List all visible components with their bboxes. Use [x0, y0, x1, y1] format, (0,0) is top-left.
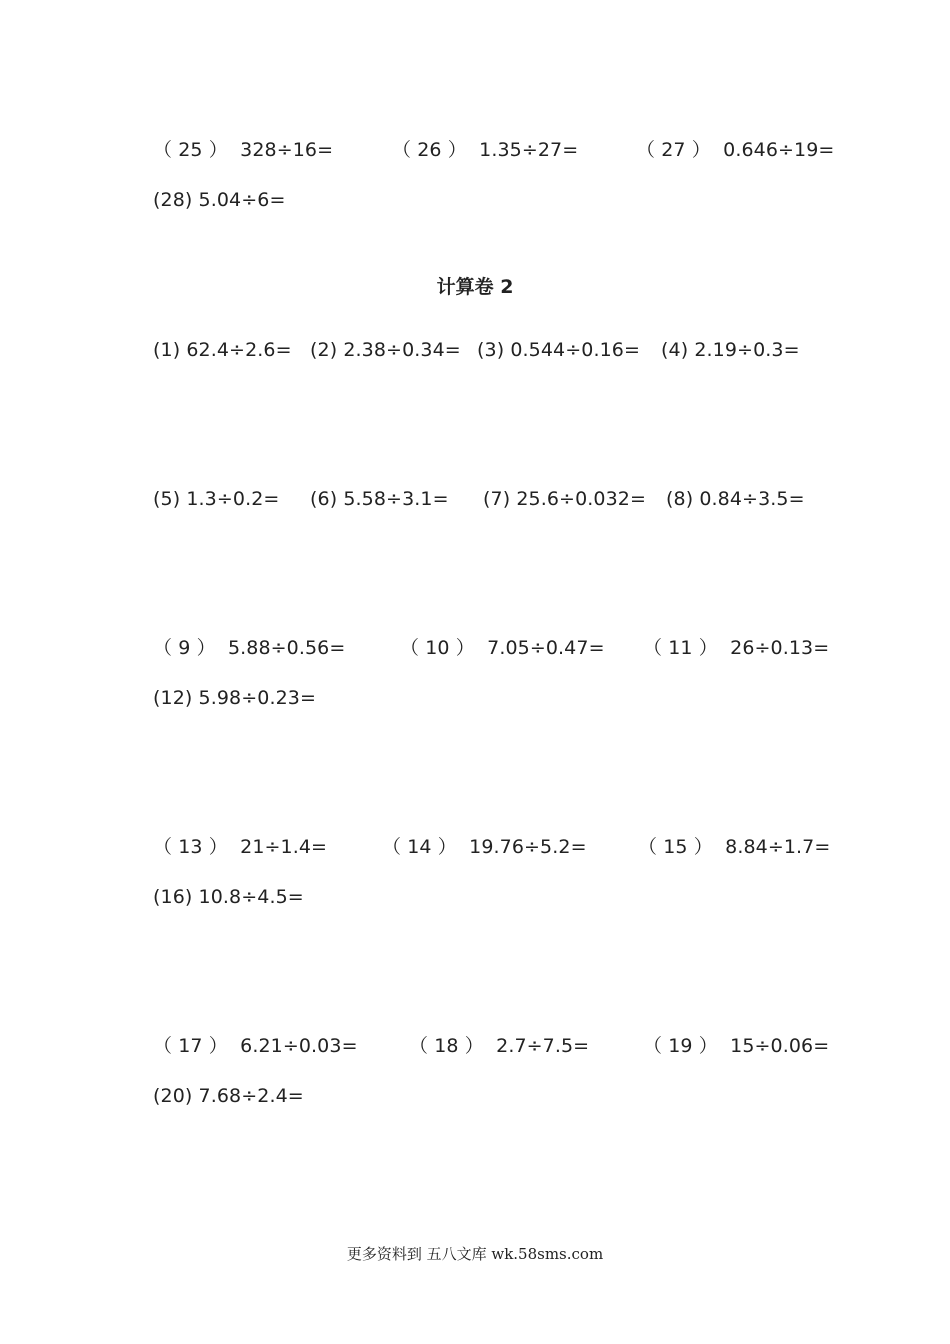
- problem-row-12: [0, 683, 950, 713]
- problem-4: (4) 2.19÷0.3=: [661, 339, 800, 361]
- problem-10: （ 10 ） 7.05÷0.47=: [400, 637, 605, 659]
- problem-12: (12) 5.98÷0.23=: [153, 687, 316, 709]
- problem-18: （ 18 ） 2.7÷7.5=: [409, 1035, 590, 1057]
- problem-row-13-15: [0, 832, 950, 862]
- problem-row-25-27: [0, 135, 950, 165]
- problem-row-5-8: [0, 484, 950, 514]
- problem-14: （ 14 ） 19.76÷5.2=: [382, 836, 587, 858]
- problem-20: (20) 7.68÷2.4=: [153, 1085, 304, 1107]
- problem-row-1-4: [0, 335, 950, 365]
- section-title: 计算卷 2: [436, 276, 514, 298]
- problem-row-28: [0, 185, 950, 215]
- problem-2: (2) 2.38÷0.34=: [310, 339, 461, 361]
- problem-16: (16) 10.8÷4.5=: [153, 886, 304, 908]
- problem-26: （ 26 ） 1.35÷27=: [392, 139, 579, 161]
- problem-11: （ 11 ） 26÷0.13=: [643, 637, 830, 659]
- problem-15: （ 15 ） 8.84÷1.7=: [638, 836, 831, 858]
- problem-row-16: [0, 882, 950, 912]
- problem-27: （ 27 ） 0.646÷19=: [636, 139, 835, 161]
- problem-28: (28) 5.04÷6=: [153, 189, 286, 211]
- problem-row-17-19: [0, 1031, 950, 1061]
- problem-17: （ 17 ） 6.21÷0.03=: [153, 1035, 358, 1057]
- problem-7: (7) 25.6÷0.032=: [483, 488, 646, 510]
- problem-row-20: [0, 1081, 950, 1111]
- problem-6: (6) 5.58÷3.1=: [310, 488, 449, 510]
- problem-8: (8) 0.84÷3.5=: [666, 488, 805, 510]
- problem-19: （ 19 ） 15÷0.06=: [643, 1035, 830, 1057]
- footer-source-text: 更多资料到 五八文库 wk.58sms.com: [346, 1245, 604, 1263]
- problem-5: (5) 1.3÷0.2=: [153, 488, 280, 510]
- problem-13: （ 13 ） 21÷1.4=: [153, 836, 328, 858]
- problem-25: （ 25 ） 328÷16=: [153, 139, 334, 161]
- problem-1: (1) 62.4÷2.6=: [153, 339, 292, 361]
- problem-row-9-11: [0, 633, 950, 663]
- problem-9: （ 9 ） 5.88÷0.56=: [153, 637, 346, 659]
- problem-3: (3) 0.544÷0.16=: [477, 339, 640, 361]
